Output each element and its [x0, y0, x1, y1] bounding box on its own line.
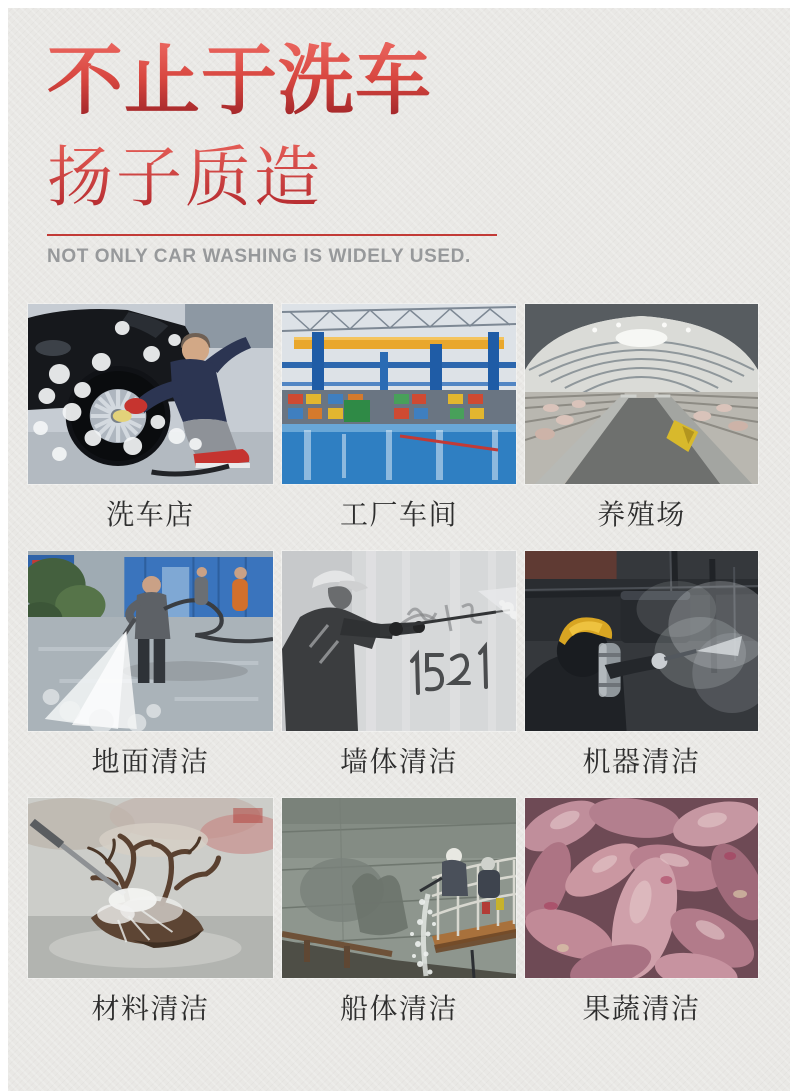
caption-wall-cleaning: 墙体清洁	[339, 746, 458, 778]
page-tagline: NOT ONLY CAR WASHING IS WIDELY USED.	[47, 246, 471, 268]
caption-ground-cleaning: 地面清洁	[91, 746, 210, 778]
poster-header	[8, 8, 790, 268]
page-subtitle: 扬子质造	[47, 139, 323, 214]
ship-hull-illustration	[282, 798, 516, 978]
gallery-item-factory	[282, 304, 516, 530]
gallery-grid	[8, 304, 790, 1024]
caption-material-cleaning: 材料清洁	[91, 993, 210, 1025]
gallery-item-machine-cleaning	[525, 551, 758, 777]
car-wash-photo	[28, 304, 273, 484]
gallery-item-ground-cleaning	[28, 551, 273, 777]
caption-fruit-vegetable-cleaning: 果蔬清洁	[582, 993, 701, 1025]
ship-hull-photo	[282, 798, 516, 978]
factory-photo	[282, 304, 516, 484]
gallery-item-farm	[525, 304, 758, 530]
caption-ship-hull-cleaning: 船体清洁	[339, 993, 458, 1025]
title-divider	[47, 234, 497, 236]
wall-cleaning-photo	[282, 551, 516, 731]
machine-cleaning-illustration	[525, 551, 758, 731]
gallery-item-ship-hull-cleaning	[282, 798, 516, 1024]
farm-photo	[525, 304, 758, 484]
page-title: 不止于洗车	[47, 39, 432, 124]
caption-factory: 工厂车间	[339, 499, 458, 531]
material-cleaning-photo	[28, 798, 273, 978]
caption-car-wash: 洗车店	[106, 499, 195, 531]
machine-cleaning-photo	[525, 551, 758, 731]
gallery-item-wall-cleaning	[282, 551, 516, 777]
gallery-item-car-wash	[28, 304, 273, 530]
gallery-item-material-cleaning	[28, 798, 273, 1024]
caption-machine-cleaning: 机器清洁	[582, 746, 701, 778]
factory-illustration	[282, 304, 516, 484]
wall-cleaning-illustration	[282, 551, 516, 731]
produce-photo	[525, 798, 758, 978]
gallery-item-fruit-vegetable-cleaning	[525, 798, 758, 1024]
car-wash-illustration	[28, 304, 273, 484]
poster-panel	[8, 8, 790, 1091]
produce-illustration	[525, 798, 758, 978]
material-cleaning-illustration	[28, 798, 273, 978]
ground-cleaning-photo	[28, 551, 273, 731]
caption-farm: 养殖场	[597, 499, 686, 531]
farm-illustration	[525, 304, 758, 484]
ground-cleaning-illustration	[28, 551, 273, 731]
